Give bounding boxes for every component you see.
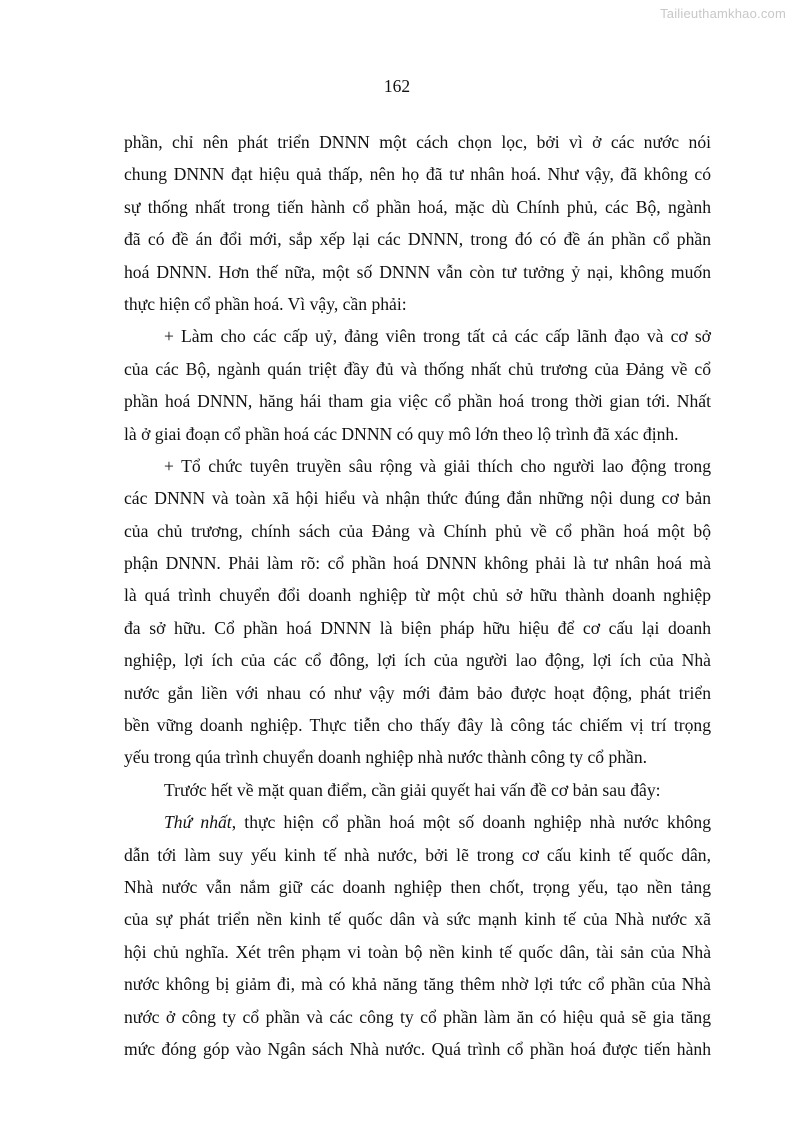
text-line: phận DNNN. Phải làm rõ: cổ phần hoá DNNN không phải là tư nhân hoá mà [124, 553, 711, 574]
page-number: 162 [383, 76, 411, 96]
text-line: chung DNNN đạt hiệu quả thấp, nên họ đã tư nhân hoá. Như vậy, đã không có [124, 164, 711, 185]
text-line [124, 806, 711, 838]
text-line: phần hoá DNNN, hăng hái tham gia việc cổ phần hoá trong thời gian tới. Nhất [124, 391, 711, 412]
text-line: nước ở công ty cổ phần và các công ty cổ phần làm ăn có hiệu quả sẽ gia tăng [124, 1006, 711, 1027]
watermark: Tailieuthamkhao.com [660, 6, 786, 21]
text-line: của các Bộ, ngành quán triệt đầy đủ và thống nhất chủ trương của Đảng về cổ [124, 358, 711, 379]
paragraph [124, 806, 711, 1065]
text-line: là quá trình chuyển đổi doanh nghiệp từ một chủ sở hữu thành doanh nghiệp [124, 585, 711, 606]
text-line-rest: , thực hiện cổ phần hoá một số doanh nghiệp nhà nước không [231, 812, 712, 833]
paragraph [124, 450, 711, 774]
text-line: của sự phát triển nền kinh tế quốc dân và sức mạnh kinh tế của Nhà nước xã [124, 909, 711, 930]
text-line: Trước hết về mặt quan điểm, cần giải quyết hai vấn đề cơ bản sau đây: [164, 779, 661, 800]
text-line: hội chủ nghĩa. Xét trên phạm vi toàn bộ nền kinh tế quốc dân, tài sản của Nhà [124, 941, 711, 962]
text-line: đã có đề án đổi mới, sắp xếp lại các DNNN, trong đó có đề án phần cổ phần [124, 229, 711, 250]
paragraph [124, 126, 711, 320]
text-line: + Tổ chức tuyên truyền sâu rộng và giải thích cho người lao động trong [164, 455, 711, 476]
text-line: dẫn tới làm suy yếu kinh tế nhà nước, bởi lẽ trong cơ cấu kinh tế quốc dân, [124, 844, 711, 865]
text-line: mức đóng góp vào Ngân sách Nhà nước. Quá trình cổ phần hoá được tiến hành [124, 1038, 711, 1059]
text-line: yếu trong qúa trình chuyển doanh nghiệp nhà nước thành công ty cổ phần. [124, 747, 648, 768]
text-line: của chủ trương, chính sách của Đảng và Chính phủ về cổ phần hoá một bộ [124, 520, 711, 541]
text-line: phần, chỉ nên phát triển DNNN một cách chọn lọc, bởi vì ở các nước nói [124, 132, 711, 152]
text-line: sự thống nhất trong tiến hành cổ phần hoá, mặc dù Chính phủ, các Bộ, ngành [124, 196, 711, 217]
paragraph [124, 774, 711, 806]
text-line: Nhà nước vẫn nắm giữ các doanh nghiệp then chốt, trọng yếu, tạo nền tảng [124, 876, 711, 897]
italic-lead: Thứ nhất [164, 812, 232, 833]
text-line: nước gắn liền với nhau có như vậy mới đảm bảo được hoạt động, phát triển [124, 682, 711, 703]
paragraph [124, 320, 711, 450]
text-line: nghiệp, lợi ích của các cổ đông, lợi ích của người lao động, lợi ích của Nhà [124, 650, 711, 671]
text-line: các DNNN và toàn xã hội hiểu và nhận thức đúng đắn những nội dung cơ bản [124, 488, 711, 509]
text-line: thực hiện cổ phần hoá. Vì vậy, cần phải: [124, 293, 407, 314]
document-body [124, 126, 711, 1065]
text-line: bền vững doanh nghiệp. Thực tiễn cho thấy đây là công tác chiếm vị trí trọng [124, 715, 711, 736]
text-line: + Làm cho các cấp uỷ, đảng viên trong tất cả các cấp lãnh đạo và cơ sở [164, 326, 711, 347]
text-line: đa sở hữu. Cổ phần hoá DNNN là biện pháp hữu hiệu để cơ cấu lại doanh [124, 617, 711, 638]
text-line: nước không bị giảm đi, mà có khả năng tăng thêm nhờ lợi tức cổ phần của Nhà [124, 974, 711, 995]
text-line: hoá DNNN. Hơn thế nữa, một số DNNN vẫn còn tư tưởng ỷ nại, không muốn [124, 261, 711, 282]
text-line: là ở giai đoạn cổ phần hoá các DNNN có quy mô lớn theo lộ trình đã xác định. [124, 423, 679, 444]
